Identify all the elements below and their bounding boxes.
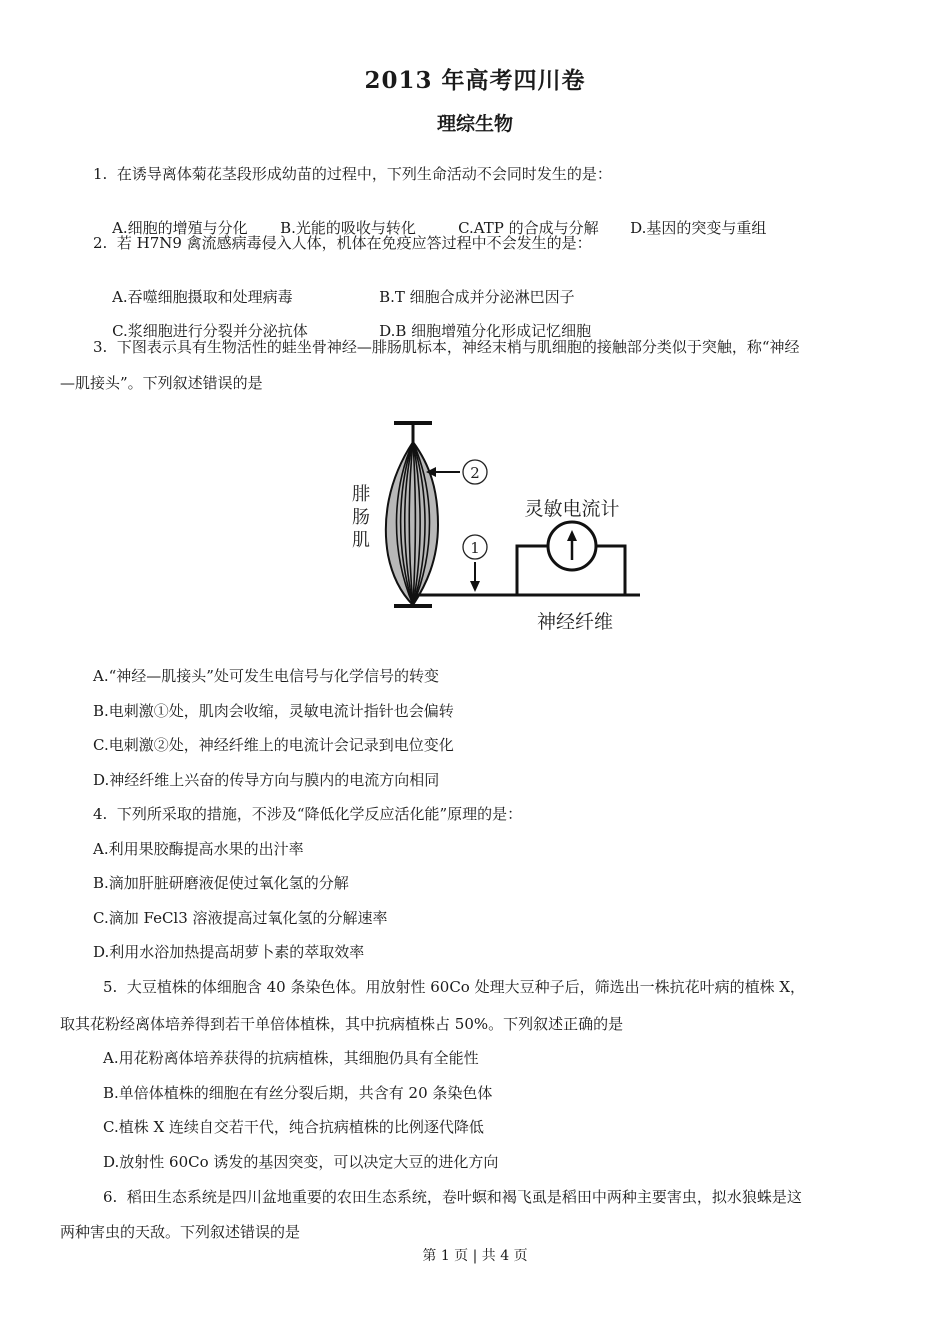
svg-text:2: 2 [470,464,480,482]
question-1-option-b: B.光能的吸收与转化 [280,219,416,237]
question-6-stem-line2: 两种害虫的天敌。下列叙述错误的是 [60,1223,301,1241]
question-1-option-c: C.ATP 的合成与分解 [458,219,599,237]
question-5-option-b: B.单倍体植株的细胞在有丝分裂后期，共含有 20 条染色体 [103,1084,493,1102]
question-5-stem-line1: 5. 大豆植株的体细胞含 40 条染色体。用放射性 60Co 处理大豆种子后，筛选出一株抗花叶病的植株 X， [103,978,806,996]
question-4-stem: 4. 下列所采取的措施，不涉及“降低化学反应活化能”原理的是： [93,805,523,823]
question-5-option-c: C.植株 X 连续自交若干代，纯合抗病植株的比例逐代降低 [103,1118,484,1136]
question-2-option-a: A.吞噬细胞摄取和处理病毒 [112,288,293,306]
question-1-option-a: A.细胞的增殖与分化 [112,219,248,237]
question-5-option-a: A.用花粉离体培养获得的抗病植株，其细胞仍具有全能性 [103,1049,479,1067]
question-3-option-a: A.“神经—肌接头”处可发生电信号与化学信号的转变 [93,667,439,685]
question-5-option-d: D.放射性 60Co 诱发的基因突变，可以决定大豆的进化方向 [103,1153,499,1171]
question-4-option-a: A.利用果胶酶提高水果的出汁率 [93,840,304,858]
question-3-option-b: B.电刺激①处，肌肉会收缩，灵敏电流计指针也会偏转 [93,702,454,720]
question-4-option-b: B.滴加肝脏研磨液促使过氧化氢的分解 [93,874,349,892]
question-2-option-c: C.浆细胞进行分裂并分泌抗体 [112,322,308,340]
question-6-stem-line1: 6. 稻田生态系统是四川盆地重要的农田生态系统，卷叶螟和褐飞虱是稻田中两种主要害虫，拟水狼蛛是这 [103,1188,802,1206]
question-3-option-d: D.神经纤维上兴奋的传导方向与膜内的电流方向相同 [93,771,440,789]
document-subtitle: 理综生物 [436,113,513,135]
document-title: 2013 年高考四川卷 [364,67,586,94]
nerve-muscle-diagram [330,410,640,640]
question-1-option-d: D.基因的突变与重组 [630,219,767,237]
question-2-stem: 2. 若 H7N9 禽流感病毒侵入人体，机体在免疫应答过程中不会发生的是： [93,234,592,252]
question-3-stem-line1: 3. 下图表示具有生物活性的蛙坐骨神经—腓肠肌标本，神经末梢与肌细胞的接触部分类似于突触，称“神经 [93,338,800,356]
nerve-muscle-specimen-figure [330,410,640,640]
question-2-option-d: D.B 细胞增殖分化形成记忆细胞 [379,322,592,340]
question-3-option-c: C.电刺激②处，神经纤维上的电流计会记录到电位变化 [93,736,454,754]
svg-text:肠: 肠 [352,507,370,528]
question-3-stem-line2: —肌接头”。下列叙述错误的是 [60,374,263,392]
svg-text:1: 1 [470,539,480,557]
question-2-option-b: B.T 细胞合成并分泌淋巴因子 [379,288,575,306]
question-4-option-d: D.利用水浴加热提高胡萝卜素的萃取效率 [93,943,365,961]
svg-text:灵敏电流计: 灵敏电流计 [524,498,620,520]
page-number-footer: 第 1 页 | 共 4 页 [422,1248,528,1264]
question-5-stem-line2: 取其花粉经离体培养得到若干单倍体植株，其中抗病植株占 50%。下列叙述正确的是 [60,1015,624,1033]
svg-text:神经纤维: 神经纤维 [536,611,614,633]
question-1-stem: 1. 在诱导离体菊花茎段形成幼苗的过程中，下列生命活动不会同时发生的是： [93,165,612,183]
svg-text:腓: 腓 [352,484,370,505]
question-4-option-c: C.滴加 FeCl3 溶液提高过氧化氢的分解速率 [93,909,388,927]
svg-text:肌: 肌 [352,530,370,551]
